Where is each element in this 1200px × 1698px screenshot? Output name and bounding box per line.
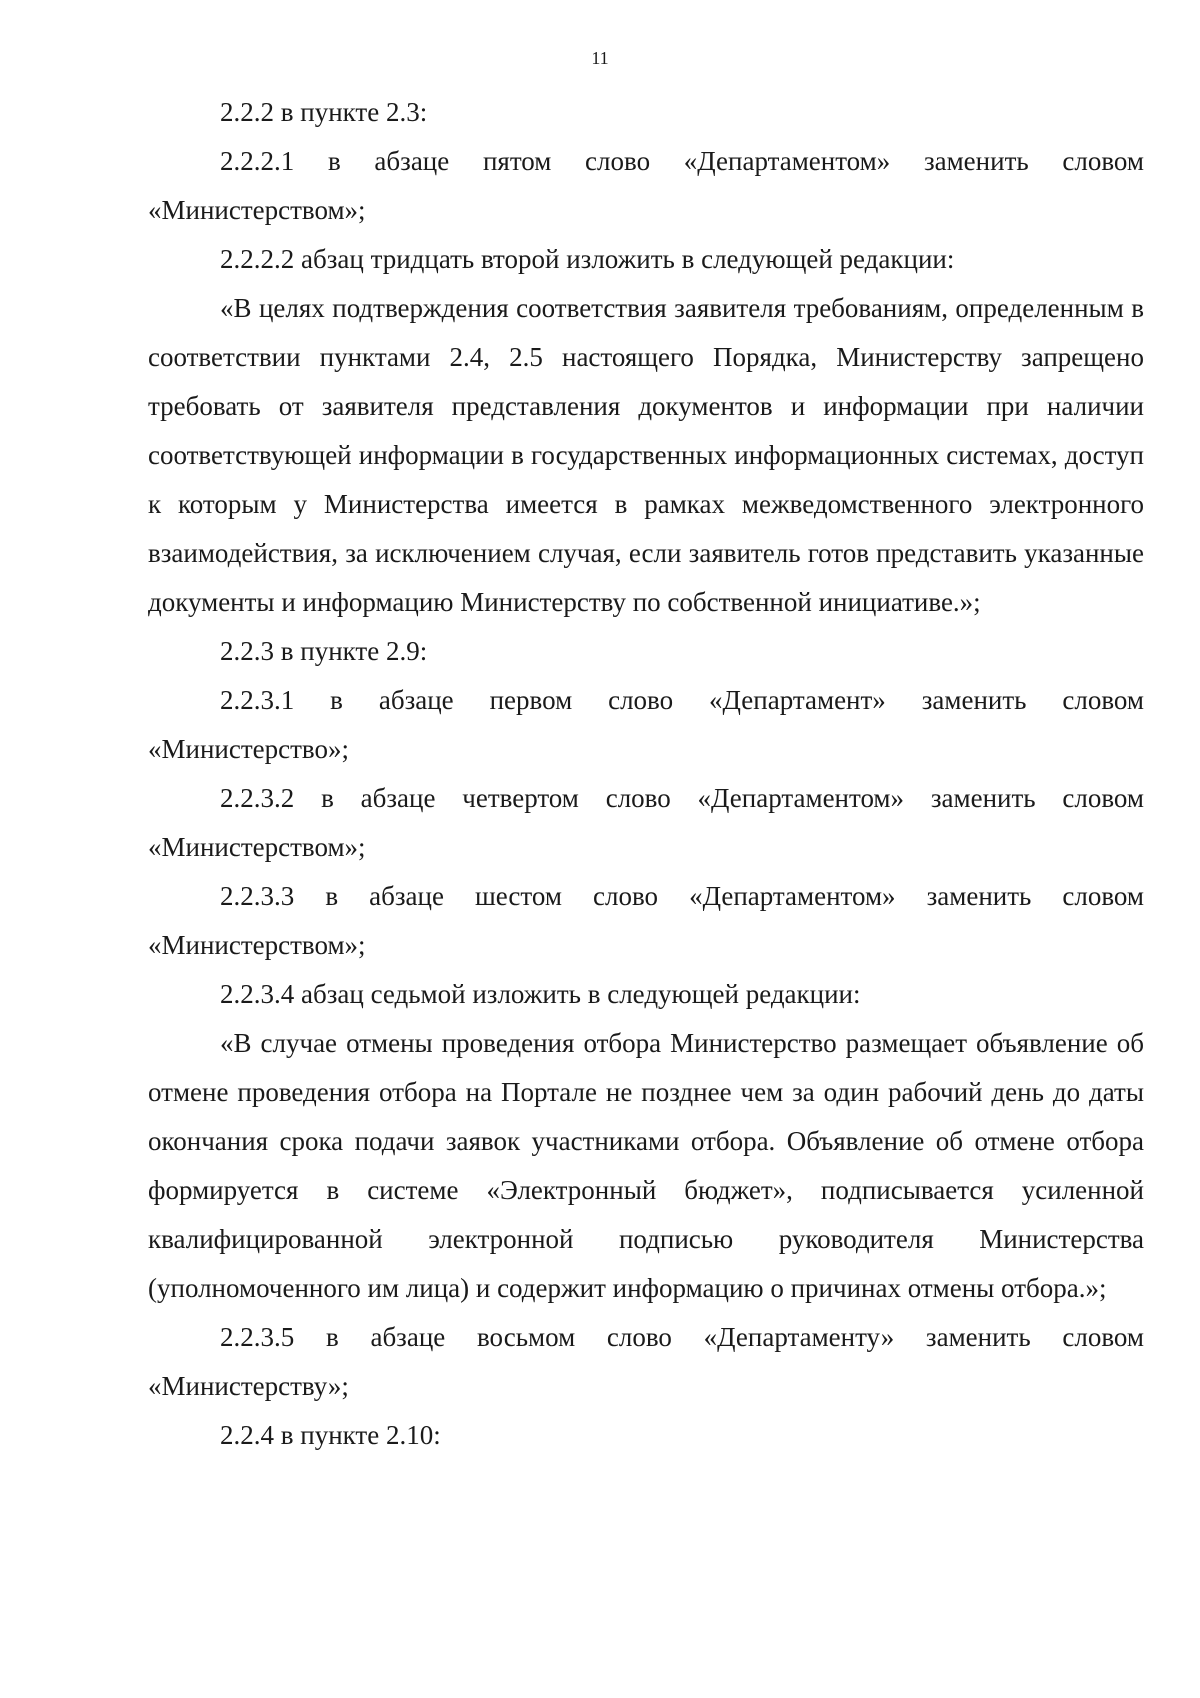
paragraph: 2.2.3.1 в абзаце первом слово «Департамент» заменить словом «Министерство»; [148,685,1144,764]
paragraph: 2.2.3.4 абзац седьмой изложить в следующей редакции: [220,979,861,1009]
paragraph: «В случае отмены проведения отбора Министерство размещает объявление об отмене проведения отбора на Портале не позднее чем за один рабочий день до даты окончания срока подачи заявок участниками отбора. Объявление об отмене отбора формируется в системе «Электронный бюджет», подписывается усиленной квалифицированной электронной подписью руководителя Министерства (уполномоченного им лица) и содержит информацию о причинах отмены отбора.»; [148,1028,1144,1303]
paragraph: «В целях подтверждения соответствия заявителя требованиям, определенным в соответствии пунктами 2.4, 2.5 настоящего Порядка, Министерству запрещено требовать от заявителя представления документов и информации при наличии соответствующей информации в государственных информационных системах, доступ к которым у Министерства имеется в рамках межведомственного электронного взаимодействия, за исключением случая, если заявитель готов представить указанные документы и информацию Министерству по собственной инициативе.»; [148,293,1144,617]
paragraph: 2.2.2 в пункте 2.3: [220,97,428,127]
page-number: 11 [591,48,609,68]
paragraph: 2.2.3.3 в абзаце шестом слово «Департаментом» заменить словом «Министерством»; [148,881,1144,960]
document-body [148,88,1144,1460]
paragraph: 2.2.2.1 в абзаце пятом слово «Департаментом» заменить словом «Министерством»; [148,146,1144,225]
paragraph: 2.2.3 в пункте 2.9: [220,636,428,666]
paragraph: 2.2.4 в пункте 2.10: [220,1420,441,1450]
paragraph: 2.2.3.5 в абзаце восьмом слово «Департаменту» заменить словом «Министерству»; [148,1322,1144,1401]
paragraph: 2.2.2.2 абзац тридцать второй изложить в следующей редакции: [220,244,955,274]
paragraph: 2.2.3.2 в абзаце четвертом слово «Департаментом» заменить словом «Министерством»; [148,783,1144,862]
